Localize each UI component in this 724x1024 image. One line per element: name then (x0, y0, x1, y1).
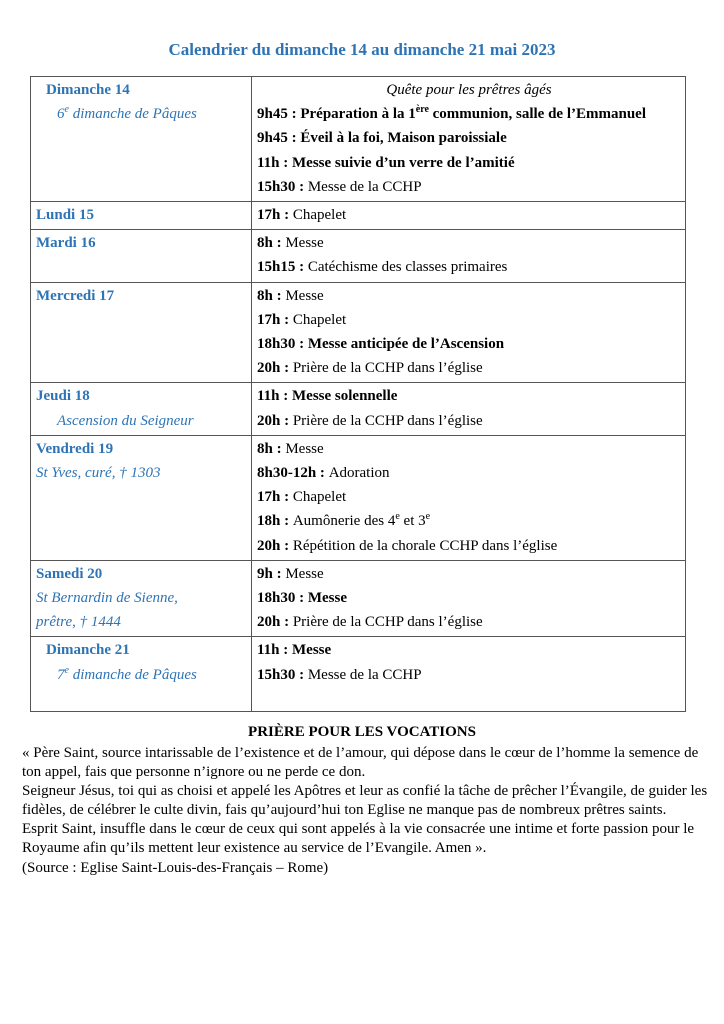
event-line (257, 562, 681, 586)
prayer-paragraph: Esprit Saint, insuffle dans le cœur de ceux qui sont appelés à la vie consacrée une intime et forte passion pour le Royaume afin qu’ils mettent leur existence au service de l’Evangile. Amen ». (22, 821, 695, 857)
event-line (257, 638, 681, 662)
event-line (257, 231, 681, 255)
prayer-paragraph: Seigneur Jésus, toi qui as choisi et appelé les Apôtres et leur as confié la tâche de prêcher l’Évangile, de guider les fidèles, de célébrer le culte divin, fais qu’aujourd’hui ton Eglise ne manque pas de nombreux prêtres saints. (22, 783, 708, 819)
event-description: Messe solennelle (292, 388, 398, 405)
event-time: 17h : (257, 311, 293, 328)
prayer-title: PRIÈRE POUR LES VOCATIONS (248, 724, 476, 740)
event-time: 20h : (257, 614, 293, 631)
page-title: Calendrier du dimanche 14 au dimanche 21 mai 2023 (168, 40, 556, 59)
calendar-row (31, 637, 686, 711)
events-cell (252, 383, 686, 435)
event-time: 15h30 : (257, 178, 308, 195)
event-time: 8h30-12h : (257, 465, 329, 482)
event-description: Messe (285, 287, 324, 304)
events-cell (252, 230, 686, 282)
day-name: Samedi 20 (36, 565, 103, 582)
calendar-row (31, 202, 686, 230)
collection-note: Quête pour les prêtres âgés (386, 82, 552, 98)
calendar-row (31, 560, 686, 637)
events-cell (252, 637, 686, 711)
day-name: Dimanche 14 (46, 82, 130, 98)
event-description: Messe de la CCHP (307, 178, 422, 195)
prayer-paragraph: « Père Saint, source intarissable de l’existence et de l’amour, qui dépose dans le cœur de l’homme la semence de ton appel, fais que personne n’ignore ou ne perde ce don. (22, 745, 699, 781)
calendar-row (31, 77, 686, 202)
event-time: 11h : (257, 388, 293, 405)
events-cell (252, 560, 686, 637)
day-cell (31, 202, 252, 230)
event-time: 9h45 : (257, 106, 301, 123)
event-time: 18h30 : (257, 336, 308, 353)
event-description: Prière de la CCHP dans l’église (292, 614, 483, 631)
prayer-source: (Source : Eglise Saint-Louis-des-Français – Rome) (22, 859, 329, 876)
event-line (257, 586, 681, 610)
day-name: Jeudi 18 (36, 388, 90, 405)
calendar-row (31, 230, 686, 282)
event-time: 17h : (257, 489, 293, 506)
event-description: Messe (292, 642, 332, 659)
event-line (257, 610, 681, 634)
event-line (257, 102, 681, 126)
event-time: 9h45 : (257, 130, 301, 147)
event-line (257, 332, 681, 356)
event-time: 15h30 : (257, 666, 308, 683)
liturgical-note: St Yves, curé, † 1303 (36, 465, 161, 482)
event-line (257, 534, 681, 558)
event-time: 11h : (257, 642, 293, 659)
event-description: Messe (285, 235, 324, 252)
liturgical-note: 6e dimanche de Pâques (57, 104, 197, 123)
liturgical-note: St Bernardin de Sienne, (36, 590, 178, 607)
day-cell (31, 637, 252, 711)
events-cell (252, 282, 686, 383)
event-time: 9h : (257, 565, 286, 582)
event-line (257, 308, 681, 332)
events-cell (252, 77, 686, 202)
event-description: Chapelet (292, 489, 347, 506)
liturgical-note: Ascension du Seigneur (57, 412, 194, 429)
day-cell (31, 560, 252, 637)
day-name: Mardi 16 (36, 235, 96, 252)
day-cell (31, 383, 252, 435)
day-cell (31, 230, 252, 282)
event-line (257, 663, 681, 687)
day-name: Dimanche 21 (46, 642, 130, 659)
day-cell (31, 282, 252, 383)
liturgical-note: 7e dimanche de Pâques (57, 664, 197, 683)
calendar-row (31, 282, 686, 383)
event-description: Messe de la CCHP (307, 666, 422, 683)
event-line (257, 437, 681, 461)
event-line (257, 356, 681, 380)
event-description: Messe (285, 440, 324, 457)
event-description: Messe suivie d’un verre de l’amitié (292, 154, 515, 171)
event-time: 11h : (257, 154, 293, 171)
day-name: Vendredi 19 (36, 440, 114, 457)
event-description: Prière de la CCHP dans l’église (292, 412, 483, 429)
event-line (257, 485, 681, 509)
event-time: 8h : (257, 287, 286, 304)
event-line (257, 384, 681, 408)
event-time: 17h : (257, 207, 293, 224)
calendar-body (31, 77, 686, 712)
calendar-row (31, 435, 686, 560)
day-name: Mercredi 17 (36, 287, 115, 304)
event-line (257, 461, 681, 485)
event-time: 15h15 : (257, 259, 308, 276)
event-description: Prière de la CCHP dans l’église (292, 360, 483, 377)
calendar-table (30, 76, 686, 712)
event-description: Messe anticipée de l’Ascension (307, 336, 505, 353)
event-time: 20h : (257, 412, 293, 429)
event-description: Répétition de la chorale CCHP dans l’église (292, 537, 558, 554)
event-line (257, 284, 681, 308)
day-name: Lundi 15 (36, 207, 94, 224)
event-description: Éveil à la foi, Maison paroissiale (300, 130, 507, 147)
event-description: Chapelet (292, 207, 347, 224)
event-description: Messe (285, 565, 324, 582)
event-line (257, 409, 681, 433)
prayer-text (22, 744, 712, 878)
event-time: 18h : (257, 513, 293, 530)
event-time: 8h : (257, 235, 286, 252)
day-cell (31, 77, 252, 202)
event-description: Aumônerie des 4e et 3e (292, 511, 431, 530)
event-description: Messe (307, 590, 347, 607)
event-description: Chapelet (292, 311, 347, 328)
event-line (257, 509, 681, 533)
event-description: Préparation à la 1ère communion, salle de l’Emmanuel (300, 104, 646, 123)
day-cell (31, 435, 252, 560)
event-line (257, 203, 681, 227)
event-line (257, 126, 681, 150)
event-time: 20h : (257, 360, 293, 377)
event-time: 18h30 : (257, 590, 308, 607)
event-description: Adoration (328, 465, 390, 482)
liturgical-note: prêtre, † 1444 (36, 614, 121, 631)
event-line (257, 175, 681, 199)
event-line (257, 151, 681, 175)
events-cell (252, 202, 686, 230)
event-line (257, 255, 681, 279)
event-description: Catéchisme des classes primaires (307, 259, 508, 276)
event-time: 20h : (257, 537, 293, 554)
calendar-row (31, 383, 686, 435)
events-cell (252, 435, 686, 560)
event-time: 8h : (257, 440, 286, 457)
